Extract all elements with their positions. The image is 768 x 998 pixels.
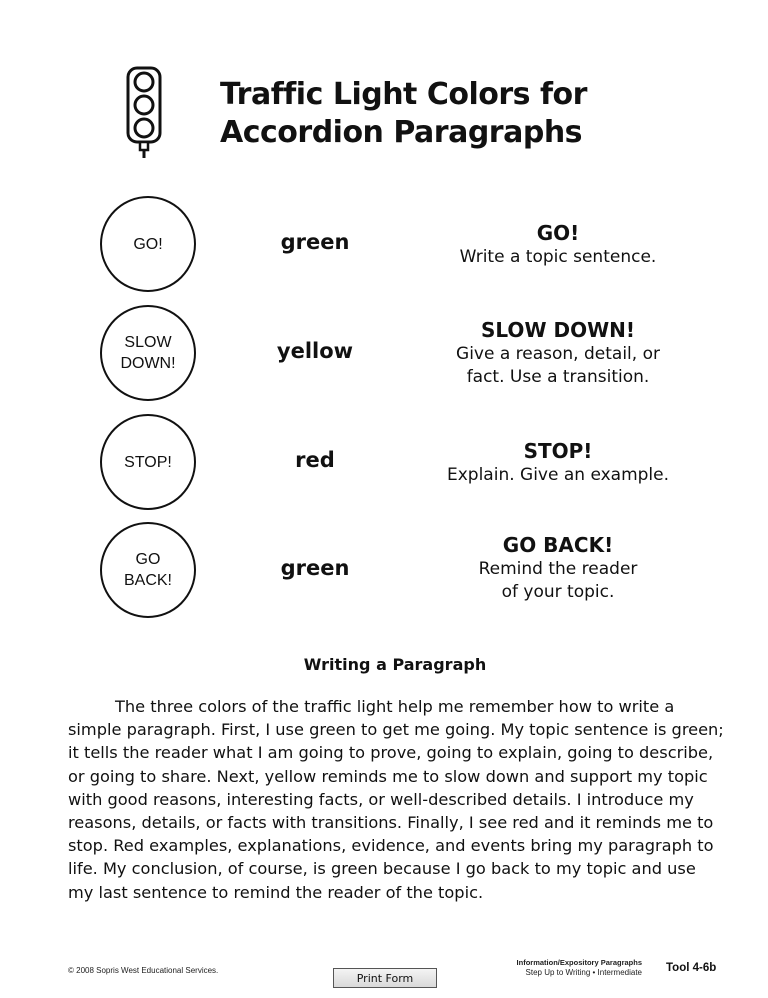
book-title: Information/Expository Paragraphs (516, 958, 642, 967)
step-heading: STOP! (523, 439, 593, 463)
circle-go (100, 196, 196, 292)
print-form-button[interactable]: Print Form (333, 968, 437, 988)
section-heading: Writing a Paragraph (303, 655, 487, 674)
copyright-notice: © 2008 Sopris West Educational Services. (68, 966, 219, 975)
traffic-row-go-back (0, 522, 768, 622)
step-heading: GO BACK! (502, 533, 614, 557)
circle-label: GO BACK! (123, 551, 172, 589)
color-word: red (295, 448, 335, 472)
page-title (220, 76, 740, 152)
book-info (470, 958, 642, 978)
traffic-row-stop (0, 414, 768, 514)
circle-label: SLOW DOWN! (120, 334, 176, 372)
circle-stop (100, 414, 196, 510)
step-text: Remind the reader of your topic. (478, 559, 638, 602)
step-text: Explain. Give an example. (446, 465, 670, 485)
title-line-1: Traffic Light Colors for (220, 77, 587, 112)
title-line-2: Accordion Paragraphs (220, 115, 583, 150)
color-word: green (280, 556, 350, 580)
traffic-light-icon (126, 66, 168, 160)
color-word: yellow (276, 339, 354, 363)
circle-label: GO! (133, 235, 163, 253)
traffic-row-go (0, 196, 768, 296)
step-text: Write a topic sentence. (459, 247, 657, 267)
color-word: green (280, 230, 350, 254)
step-heading: GO! (536, 221, 580, 245)
circle-go-back (100, 522, 196, 618)
circle-slow-down (100, 305, 196, 401)
book-subtitle: Step Up to Writing • Intermediate (525, 968, 642, 977)
step-heading: SLOW DOWN! (481, 318, 635, 342)
step-description (418, 220, 698, 269)
step-text: Give a reason, detail, or fact. Use a transition. (456, 344, 660, 387)
body-paragraph: The three colors of the traffic light help me remember how to write a simple paragraph. First, I use green to get me going. My topic sentence is green; it tells the reader what I am going to prove, going to explain, going to describe, or going to share. Next, yellow reminds me to slow down and support my topic with good reasons, interesting facts, or well-described details. I introduce my reasons, details, or facts with transitions. Finally, I see red and it reminds me to stop. Red examples, explanations, evidence, and events bring my paragraph to life. My conclusion, of course, is green because I go back to my topic and use my last sentence to remind the reader of the topic. (68, 697, 724, 902)
tool-number: Tool 4-6b (666, 962, 717, 974)
step-description (418, 438, 698, 487)
traffic-row-slow-down (0, 305, 768, 405)
step-description (418, 532, 698, 604)
step-description (418, 317, 698, 389)
circle-label: STOP! (124, 453, 172, 471)
